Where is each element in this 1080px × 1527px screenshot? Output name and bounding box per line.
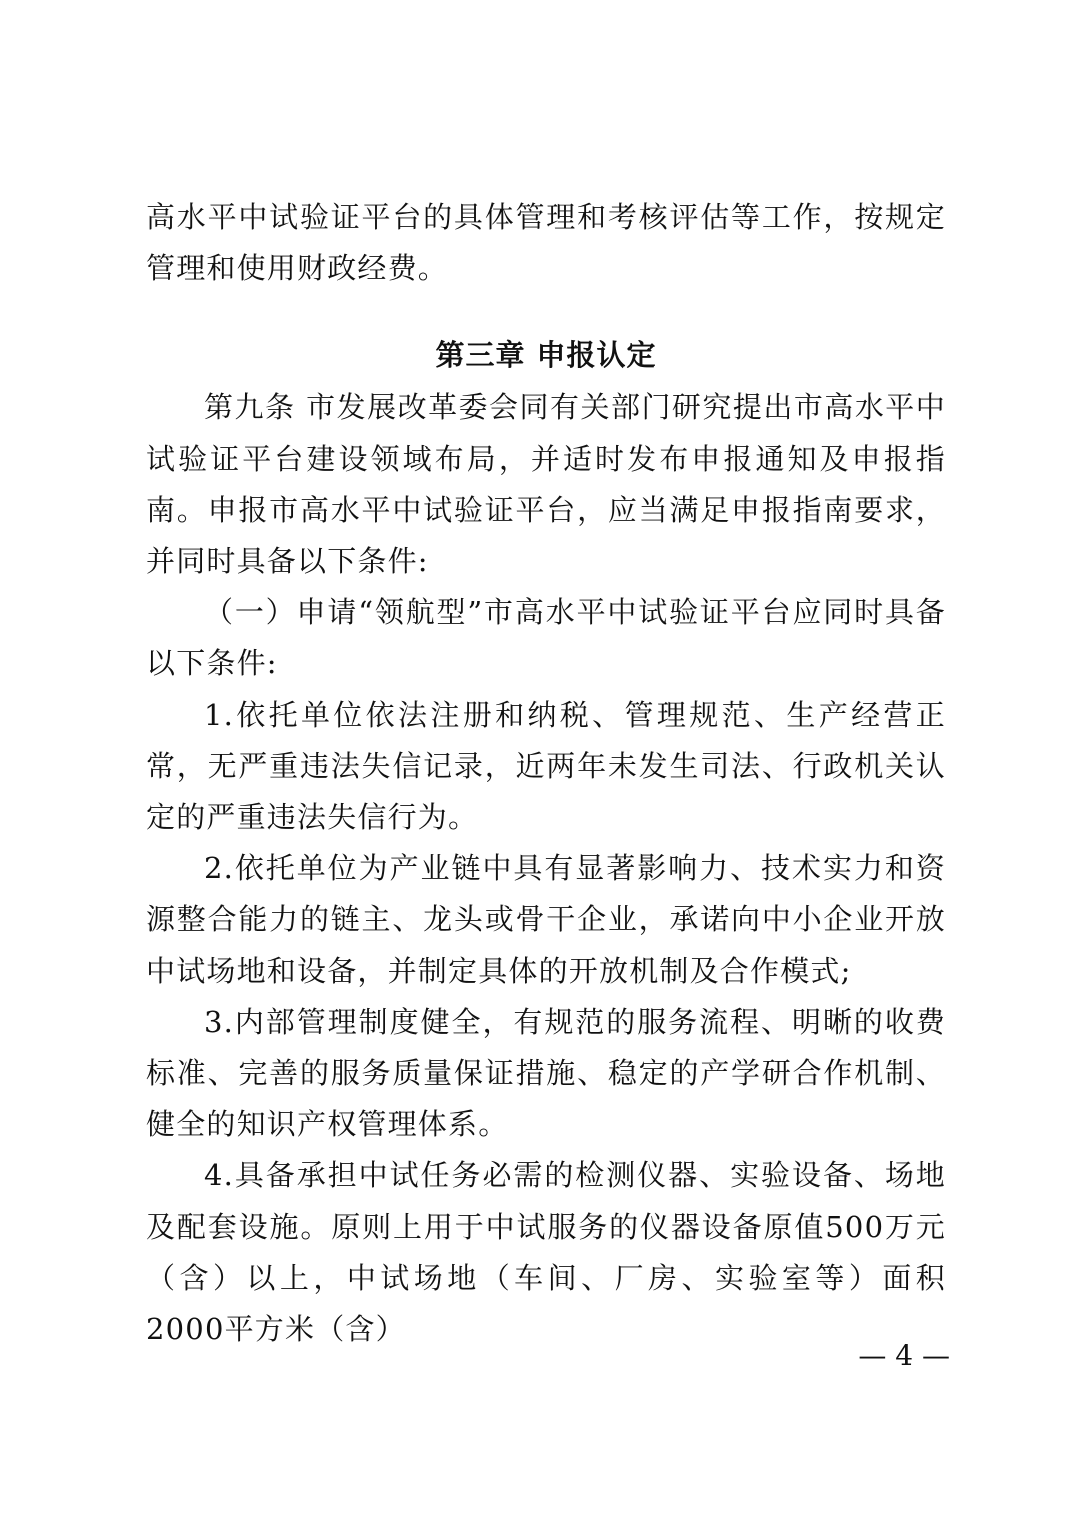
condition-1-paragraph: 1.依托单位依法注册和纳税、管理规范、生产经营正常，无严重违法失信记录，近两年未发生司法、行政机关认定的严重违法失信行为。 [146, 697, 946, 835]
condition-4-paragraph: 4.具备承担中试任务必需的检测仪器、实验设备、场地及配套设施。原则上用于中试服务的仪器设备原值500万元（含）以上，中试场地（车间、厂房、实验室等）面积2000平方米（含） [146, 1158, 946, 1347]
article-9-paragraph: 第九条 市发展改革委会同有关部门研究提出市高水平中试验证平台建设领域布局，并适时发布申报通知及申报指南。申报市高水平中试验证平台，应当满足申报指南要求，并同时具备以下条件: [146, 390, 946, 579]
document-body [146, 192, 946, 1355]
chapter-title: 第三章 申报认定 [435, 338, 657, 373]
page-number: — 4 — [858, 1339, 950, 1372]
condition-2-paragraph: 2.依托单位为产业链中具有显著影响力、技术实力和资源整合能力的链主、龙头或骨干企业，承诺向中小企业开放中试场地和设备，并制定具体的开放机制及合作模式; [146, 851, 946, 988]
continuation-paragraph: 高水平中试验证平台的具体管理和考核评估等工作，按规定管理和使用财政经费。 [146, 200, 946, 286]
condition-3-paragraph: 3.内部管理制度健全，有规范的服务流程、明晰的收费标准、完善的服务质量保证措施、稳定的产学研合作机制、健全的知识产权管理体系。 [146, 1004, 946, 1142]
clause-1-paragraph: （一）申请“领航型”市高水平中试验证平台应同时具备以下条件: [146, 595, 946, 681]
